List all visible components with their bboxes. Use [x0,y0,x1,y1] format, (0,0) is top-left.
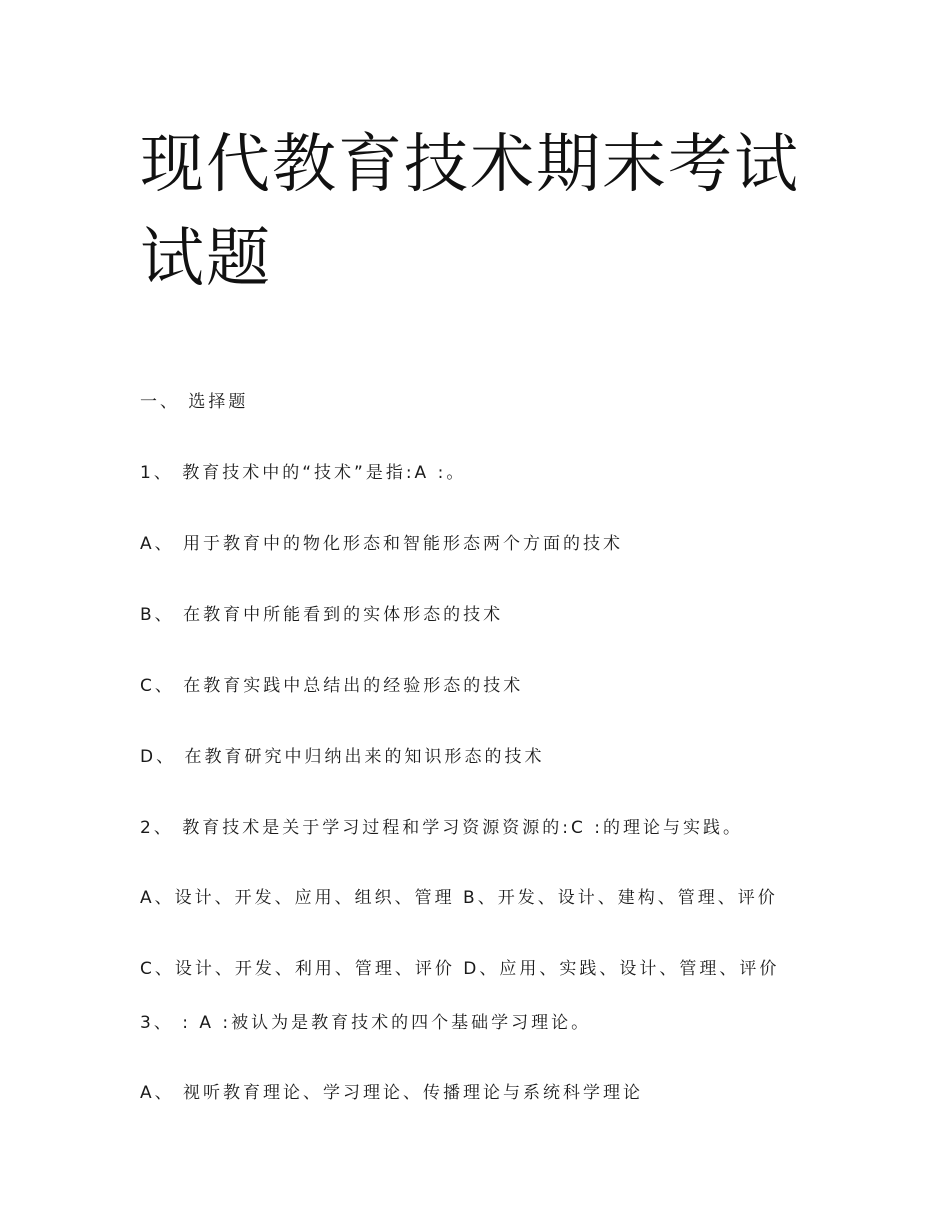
question-1-option-b: B、 在教育中所能看到的实体形态的技术 [140,605,504,625]
question-2-options-ab: A、设计、开发、应用、组织、管理 B、开发、设计、建构、管理、评价 [140,888,778,908]
page-title: 现代教育技术期末考试试题 [140,128,800,296]
question-3-option-a: A、 视听教育理论、学习理论、传播理论与系统科学理论 [140,1083,644,1103]
section-heading: 一、 选择题 [140,392,249,412]
question-1-option-c: C、 在教育实践中总结出的经验形态的技术 [140,676,524,696]
question-1-option-d: D、 在教育研究中归纳出来的知识形态的技术 [140,747,545,767]
question-2-options-cd: C、设计、开发、利用、管理、评价 D、应用、实践、设计、管理、评价 [140,959,780,979]
question-1-stem: 1、 教育技术中的“技术”是指:A :。 [140,463,467,483]
question-1-option-a: A、 用于教育中的物化形态和智能形态两个方面的技术 [140,534,624,554]
question-2-stem: 2、 教育技术是关于学习过程和学习资源资源的:C :的理论与实践。 [140,818,743,838]
question-3-stem: 3、 : A :被认为是教育技术的四个基础学习理论。 [140,1013,592,1033]
